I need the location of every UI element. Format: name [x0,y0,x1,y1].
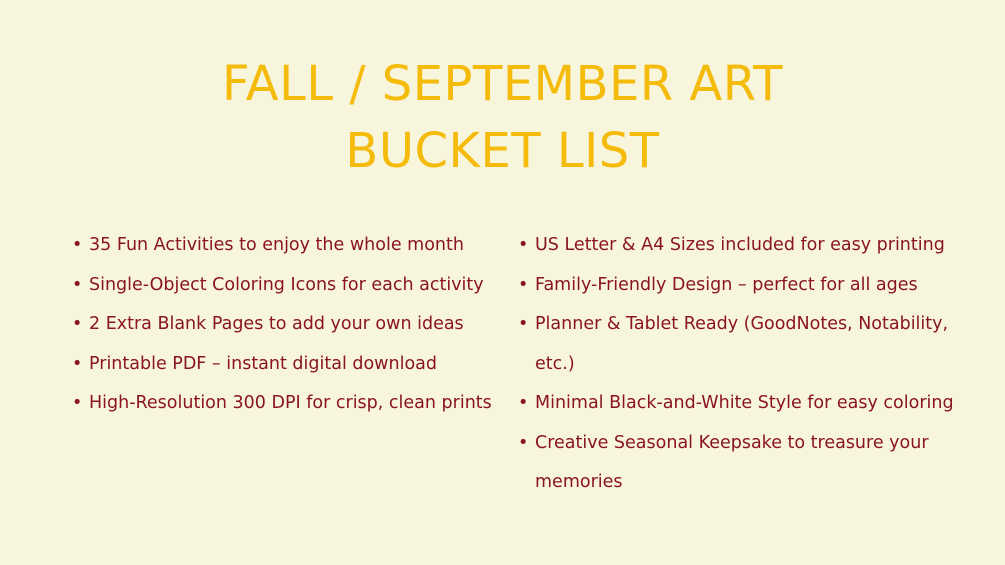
feature-text: Minimal Black-and-White Style for easy coloring [535,393,954,413]
feature-text: Creative Seasonal Keepsake to treasure your [535,432,929,453]
list-item [72,226,492,266]
bullet-icon: • [72,393,83,413]
page-title-line-1: FALL / SEPTEMBER ART [222,56,783,112]
list-item [72,345,492,385]
bullet-icon: • [518,432,529,453]
list-item [72,384,492,424]
feature-text: 35 Fun Activities to enjoy the whole month [89,235,464,255]
list-item [518,424,958,503]
list-item [518,226,958,266]
feature-text: 2 Extra Blank Pages to add your own ideas [89,314,464,334]
list-item [72,305,492,345]
list-item [518,266,958,306]
feature-text: Planner & Tablet Ready (GoodNotes, Notability, [535,314,949,334]
list-item [72,266,492,306]
bullet-icon: • [518,235,529,255]
list-item [518,305,958,384]
feature-text-continued: memories [535,472,623,492]
feature-text: High-Resolution 300 DPI for crisp, clean prints [89,393,492,413]
page-title-line-2: BUCKET LIST [345,123,660,179]
bullet-icon: • [518,393,529,413]
feature-text: Single-Object Coloring Icons for each activity [89,274,484,295]
bullet-icon: • [518,274,529,295]
feature-text: Family-Friendly Design – perfect for all ages [535,274,918,295]
list-item [518,384,958,424]
bullet-icon: • [72,235,83,255]
bullet-icon: • [72,353,83,374]
feature-list-right [518,226,958,503]
bullet-icon: • [518,314,529,334]
feature-list-left [72,226,492,424]
bullet-icon: • [72,274,83,295]
feature-text: Printable PDF – instant digital download [89,353,437,374]
feature-text-continued: etc.) [535,353,575,374]
bullet-icon: • [72,314,83,334]
feature-text: US Letter & A4 Sizes included for easy printing [535,235,945,255]
